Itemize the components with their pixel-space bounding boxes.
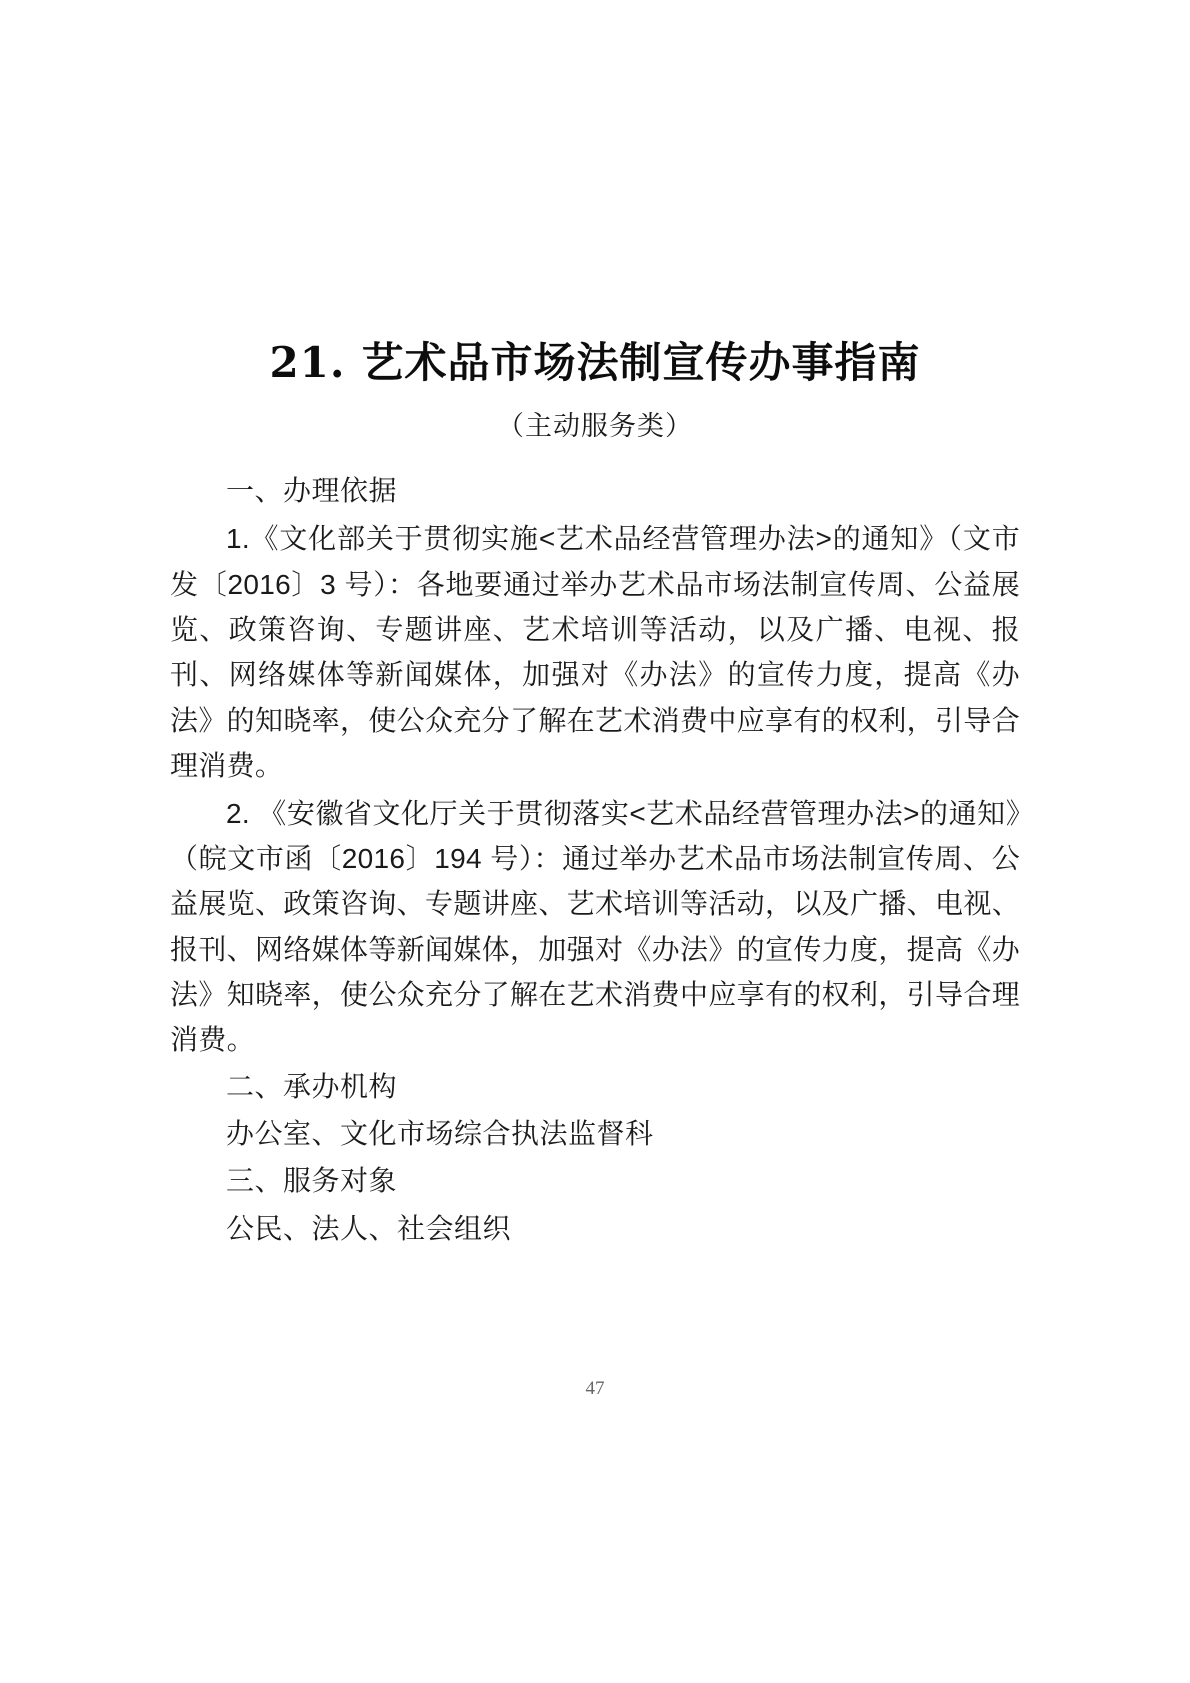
- section-heading-audience: 三、服务对象: [226, 1165, 398, 1197]
- document-body: [170, 330, 1020, 1254]
- organizer-line-1: 办公室、文化市场综合执法监督科: [226, 1118, 654, 1150]
- section-heading-organizer: 二、承办机构: [226, 1070, 398, 1102]
- basis-paragraph-2: 2. 《安徽省文化厅关于贯彻落实<艺术品经营管理办法>的通知》（皖文市函〔2016〕194 号）：通过举办艺术品市场法制宣传周、公益展览、政策咨询、专题讲座、艺术培训等活动，以及广播、电视、报刊、网络媒体等新闻媒体，加强对《办法》的宣传力度，提高《办法》知晓率，使公众充分了解在艺术消费中应享有的权利，引导合理消费。: [170, 797, 1020, 1056]
- audience-line-1: 公民、法人、社会组织: [226, 1212, 512, 1244]
- document-subtitle: （主动服务类）: [497, 411, 693, 441]
- page-number: 47: [585, 1378, 605, 1399]
- title-text: 艺术品市场法制宣传办事指南: [361, 338, 921, 387]
- title-number: 21.: [269, 338, 346, 387]
- basis-paragraph-1: 1.《文化部关于贯彻实施<艺术品经营管理办法>的通知》（文市发〔2016〕3 号）：各地要通过举办艺术品市场法制宣传周、公益展览、政策咨询、专题讲座、艺术培训等活动，以及广播、电视、报刊、网络媒体等新闻媒体，加强对《办法》的宣传力度，提高《办法》的知晓率，使公众充分了解在艺术消费中应享有的权利，引导合理消费。: [170, 523, 1020, 782]
- page-title: [170, 330, 1020, 390]
- section-heading-basis: 一、办理依据: [226, 475, 398, 506]
